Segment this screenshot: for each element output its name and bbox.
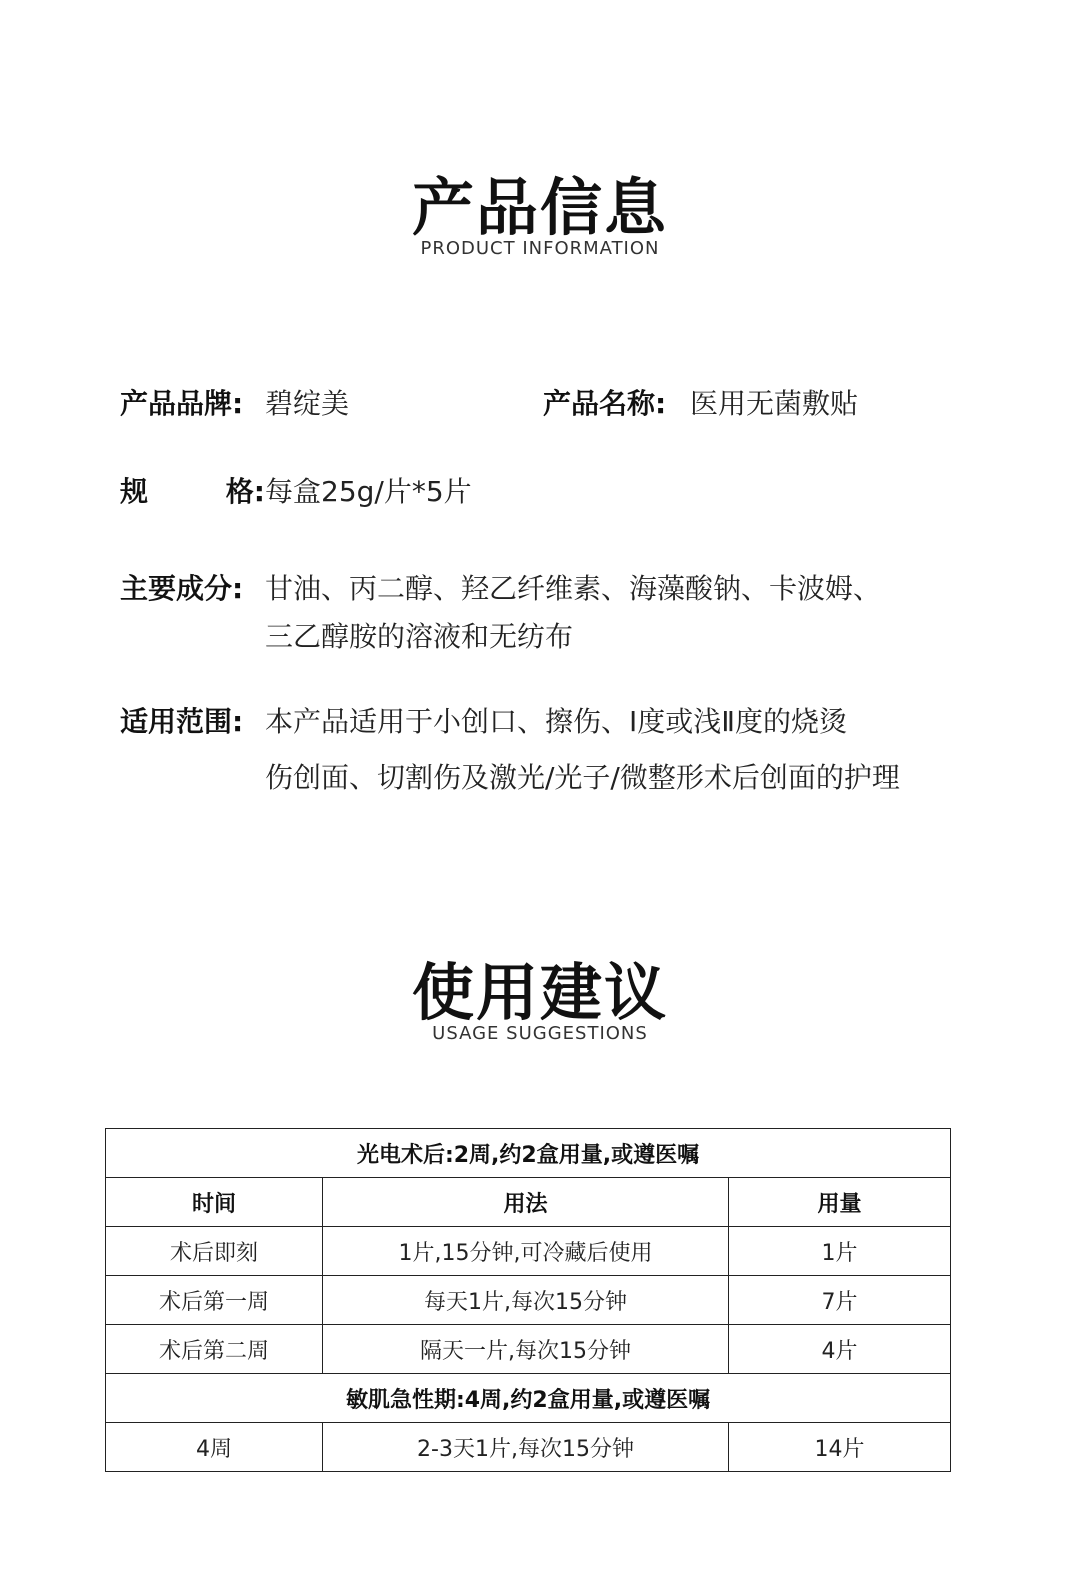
spec-label-second: 格: [225,475,265,508]
banner-laser-surgery: 光电术后:2周,约2盒用量,或遵医嘱 [106,1129,951,1178]
cell-method: 1片,15分钟,可冷藏后使用 [323,1227,729,1276]
cell-dosage: 14片 [729,1423,951,1472]
table-row [106,1276,951,1325]
table-row [106,1423,951,1472]
table-header-row [106,1178,951,1227]
product-name-label: 产品名称: [543,387,667,420]
product-info-title: 产品信息 [411,171,668,244]
header-dosage: 用量 [729,1178,951,1227]
product-info-subtitle: PRODUCT INFORMATION [420,238,660,259]
scope-label: 适用范围: [120,705,244,738]
table-row [106,1325,951,1374]
cell-dosage: 4片 [729,1325,951,1374]
usage-table [105,1128,951,1472]
brand-label: 产品品牌: [120,387,244,420]
cell-dosage: 1片 [729,1227,951,1276]
cell-time: 4周 [106,1423,323,1472]
cell-time: 术后第一周 [106,1276,323,1325]
table-banner-row [106,1129,951,1178]
cell-time: 术后第二周 [106,1325,323,1374]
spec-label [120,470,265,510]
spec-label-first: 规 [120,475,149,508]
cell-method: 隔天一片,每次15分钟 [323,1325,729,1374]
cell-method: 2-3天1片,每次15分钟 [323,1423,729,1472]
cell-time: 术后即刻 [106,1227,323,1276]
ingredients-line-1: 甘油、丙二醇、羟乙纤维素、海藻酸钠、卡波姆、 [265,572,882,605]
table-banner-row [106,1374,951,1423]
cell-dosage: 7片 [729,1276,951,1325]
scope-line-1: 本产品适用于小创口、擦伤、Ⅰ度或浅Ⅱ度的烧烫 [265,705,848,738]
usage-subtitle: USAGE SUGGESTIONS [432,1023,648,1044]
banner-sensitive-skin: 敏肌急性期:4周,约2盒用量,或遵医嘱 [106,1374,951,1423]
product-name-value: 医用无菌敷贴 [690,387,859,420]
spec-value: 每盒25g/片*5片 [265,475,472,508]
ingredients-line-2: 三乙醇胺的溶液和无纺布 [265,620,574,653]
cell-method: 每天1片,每次15分钟 [323,1276,729,1325]
usage-title: 使用建议 [411,956,668,1029]
brand-value: 碧绽美 [265,387,350,420]
header-time: 时间 [106,1178,323,1227]
ingredients-label: 主要成分: [120,572,244,605]
scope-line-2: 伤创面、切割伤及激光/光子/微整形术后创面的护理 [265,761,900,794]
table-row [106,1227,951,1276]
header-method: 用法 [323,1178,729,1227]
